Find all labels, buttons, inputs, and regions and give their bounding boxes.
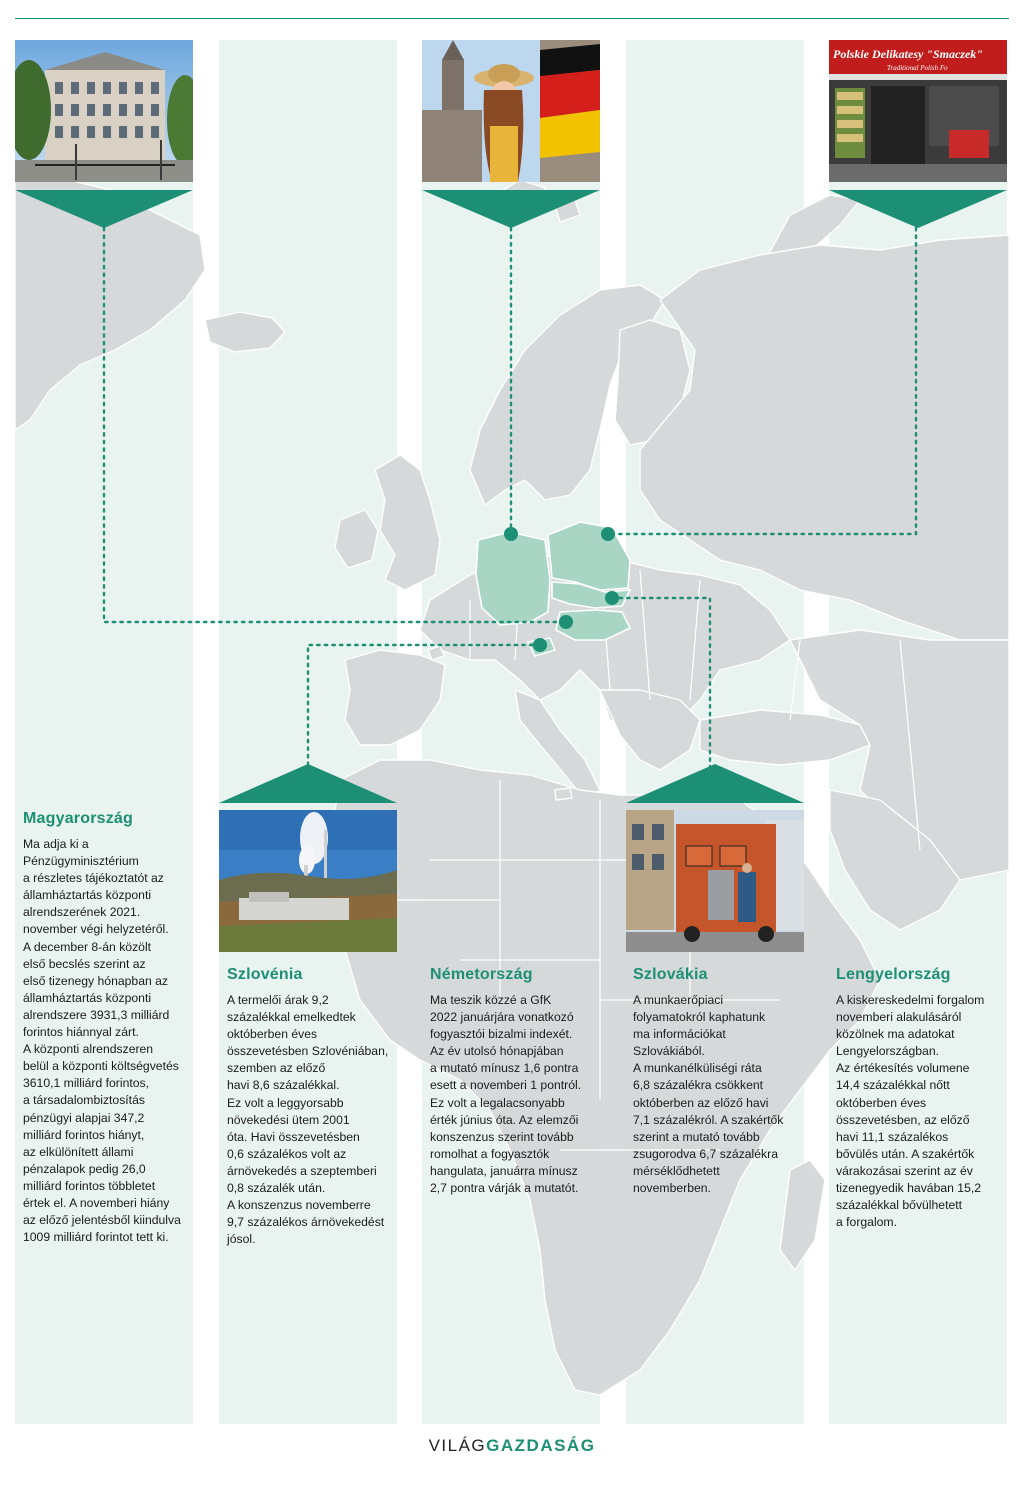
pointer-lengyelorszag: [829, 190, 1007, 228]
logo-part-2: GAZDASÁG: [486, 1436, 596, 1455]
column-szlovenia: [227, 966, 395, 1248]
column-title: Németország: [430, 966, 533, 983]
dot-hungary: [559, 615, 573, 629]
dot-slovakia: [605, 591, 619, 605]
tourist-flag-photo: [422, 40, 600, 182]
uk-shape: [375, 455, 440, 590]
column-title: Magyarország: [23, 810, 133, 827]
column-lengyelorszag: [836, 966, 1004, 1231]
publisher-logo: [0, 1436, 1024, 1456]
iberia-shape: [345, 650, 445, 745]
poland-highlight: [548, 522, 630, 590]
garbage-truck-photo: [626, 810, 804, 952]
ireland-shape: [335, 510, 378, 568]
building-photo: [15, 40, 193, 182]
column-title: Szlovákia: [633, 966, 708, 983]
column-magyarorszag: [23, 810, 191, 1246]
iceland-shape: [205, 312, 285, 352]
germany-highlight: [476, 532, 550, 625]
pointer-szlovakia: [626, 764, 804, 803]
factory-photo: [219, 810, 397, 952]
column-body: A termelői árak 9,2 százalékkal emelkedtek októberben éves összevetésben Szlovéniában, szemben az előző havi 8,6 százalékkal. Ez volt a leggyorsabb növekedési ütem 2001 óta. Havi összevetésben 0,6 százalékos volt az árnövekedés a szeptemberi 0,8 százalék után. A konszenzus novemberre 9,7 százalékos árnövekedést jósol.: [227, 993, 389, 1247]
column-nemetorszag: [430, 966, 598, 1197]
dot-slovenia: [533, 638, 547, 652]
shop-sign-subtext: Traditional Polish Fo: [887, 64, 948, 72]
logo-part-1: VILÁG: [428, 1436, 487, 1455]
shop-sign-text: Polskie Delikatesy "Smaczek": [833, 47, 983, 61]
column-szlovakia: [633, 966, 801, 1197]
column-body: Ma adja ki a Pénzügyminisztérium a részletes tájékoztatót az államháztartás központi alrendszerének 2021. november végi helyzetéről. A december 8-án közölt első becslés szerint az első tizenegy hónapban az államháztartás központi alrendszere 3931,3 milliárd forintos hiánnyal zárt. A központi alrendszeren belül a központi költségvetés 3610,1 milliárd forintos, a társadalombiztosítás pénzügyi alapjai 347,2 milliárd forintos hiányt, az elkülönített állami pénzalapok pedig 26,0 milliárd forintos többletet értek el. A novemberi hiány az előző jelentésből kiindulva 1009 milliárd forintot tett ki.: [23, 837, 181, 1245]
turkey-shape: [700, 710, 870, 765]
column-body: Ma teszik közzé a GfK 2022 januárjára vonatkozó fogyasztói bizalmi indexét. Az év utolsó hónapjában a mutató mínusz 1,6 pontra esett a novemberi 1 pontról. Ez volt a legalacsonyabb érték június óta. Az elemzői konszenzus szerint tovább romolhat a fogyasztók hangulata, januárra mínusz 2,7 pontra várják a mutatót.: [430, 993, 582, 1196]
dot-poland: [601, 527, 615, 541]
column-body: A munkaerőpiaci folyamatokról kaphatunk ma információkat Szlovákiából. A munkanélküliségi ráta 6,8 százalékra csökkent októberben az előző havi 7,1 százalékról. A szakértők szerint a mutató tovább zsugorodva 6,7 százalékra mérséklődhetett novemberben.: [633, 993, 784, 1196]
column-body: A kiskereskedelmi forgalom novemberi alakulásáról közölnek ma adatokat Lengyelországban. Az értékesítés volumene 14,4 százalékkal nőtt októberben éves összevetésben, az előző havi 11,1 százalékos bővülés után. A szakértők várakozásai szerint az év tizenegyedik havában 15,2 százalékkal bővülhetett a forgalom.: [836, 993, 985, 1230]
dot-germany: [504, 527, 518, 541]
column-title: Lengyelország: [836, 966, 951, 983]
column-title: Szlovénia: [227, 966, 303, 983]
shop-photo: [829, 40, 1007, 182]
